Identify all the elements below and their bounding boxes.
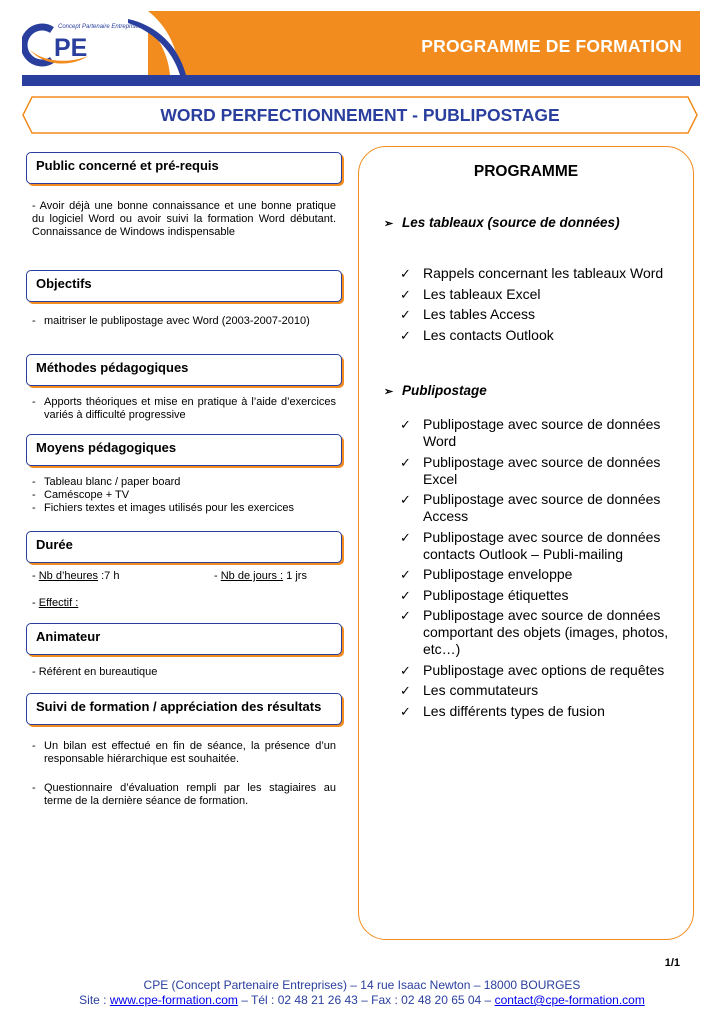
public-text: - Avoir déjà une bonne connaissance et une bonne pratique du logiciel Word ou avoir suivi la formation Word débutant. Connaissance de Windows indispensable: [32, 200, 336, 239]
list-item: ✓ Publipostage avec source de données comportant des objets (images, photos, etc…): [400, 607, 669, 657]
list-item: ✓ Publipostage avec source de données Excel: [400, 453, 661, 487]
duree-jours: - Nb de jours : 1 jrs: [214, 570, 307, 582]
moyens-list: [32, 476, 336, 516]
check-icon: ✓: [400, 703, 411, 719]
heures-label: Nb d’heures: [38, 570, 99, 582]
list-item: ✓ Publipostage avec source de données Access: [400, 491, 661, 524]
methodes-list: [32, 396, 336, 422]
check-icon: ✓: [400, 454, 411, 470]
check-icon: ✓: [400, 266, 411, 281]
objectifs-list: [32, 315, 336, 328]
list-item: - Caméscope + TV: [32, 489, 130, 502]
list-item: ✓ Les tables Access: [400, 306, 536, 322]
list-item: ✓ Publipostage enveloppe: [400, 566, 573, 582]
list-item: ✓ Les tableaux Excel: [400, 285, 541, 302]
arrow-bullet-icon: ➢: [384, 386, 394, 398]
duree-effectif: - Effectif :: [32, 597, 79, 609]
list-item: ✓ Les commutateurs: [400, 682, 539, 698]
list-item: - maitriser le publipostage avec Word (2003-2007-2010): [32, 315, 310, 327]
check-icon: ✓: [400, 286, 411, 302]
list-item: ✓ Les contacts Outlook: [400, 326, 554, 343]
list-item: ✓ Publipostage avec source de données contacts Outlook – Publi-mailing: [400, 528, 661, 562]
header-title: PROGRAMME DE FORMATION: [421, 36, 682, 56]
suivi-list-2: [32, 782, 336, 808]
list-item: ✓ Publipostage avec options de requêtes: [400, 661, 665, 678]
jours-value: 1 jrs: [286, 570, 307, 582]
svg-text:PE: PE: [54, 34, 88, 62]
jours-label: Nb de jours :: [220, 570, 284, 582]
list-item: - Questionnaire d’évaluation rempli par les stagiaires au terme de la dernière séance de formation.: [32, 782, 336, 808]
public-heading: Public concerné et pré-requis: [26, 152, 342, 184]
list-item: - Apports théoriques et mise en pratique à l’aide d’exercices variés à difficulté progressive: [32, 396, 336, 422]
email-link[interactable]: contact@cpe-formation.com: [494, 993, 645, 1007]
check-icon: ✓: [400, 662, 411, 678]
logo-tagline: Concept Partenaire Entreprises: [58, 24, 142, 30]
animateur-text: - Référent en bureautique: [32, 666, 158, 678]
programme-title: PROGRAMME: [473, 163, 579, 180]
course-title: WORD PERFECTIONNEMENT - PUBLIPOSTAGE: [160, 105, 560, 125]
check-icon: ✓: [400, 327, 411, 343]
duree-heading: Durée: [26, 531, 342, 563]
site-label: Site :: [79, 993, 107, 1007]
group-tableaux: ➢ Les tableaux (source de données): [384, 215, 620, 230]
phone-fax: – Tél : 02 48 21 26 43 – Fax : 02 48 20 65 04 –: [241, 993, 492, 1007]
check-icon: ✓: [400, 683, 411, 698]
list-item: ✓ Les différents types de fusion: [400, 702, 605, 719]
objectifs-heading: Objectifs: [26, 270, 342, 302]
header-swoosh: [120, 11, 210, 75]
methodes-heading: Méthodes pédagogiques: [26, 354, 342, 386]
footer-address: CPE (Concept Partenaire Entreprises) – 14 rue Isaac Newton – 18000 BOURGES: [143, 978, 581, 992]
website-link[interactable]: www.cpe-formation.com: [109, 993, 238, 1007]
list-item: - Tableau blanc / paper board: [32, 476, 181, 488]
course-title-banner: [22, 96, 698, 134]
footer-contact: [0, 993, 724, 1007]
suivi-list: [32, 740, 336, 766]
check-icon: ✓: [400, 567, 411, 582]
header-blue-strip: [22, 75, 700, 86]
check-icon: ✓: [400, 417, 411, 432]
check-icon: ✓: [400, 492, 411, 507]
heures-value: :7 h: [101, 570, 120, 582]
duree-heures: - Nb d’heures :7 h: [32, 570, 120, 582]
list-item: ✓ Publipostage avec source de données Word: [400, 416, 661, 449]
check-icon: ✓: [400, 529, 411, 545]
check-icon: ✓: [400, 587, 411, 603]
list-item: ✓ Rappels concernant les tableaux Word: [400, 265, 664, 281]
group-publipostage: ➢ Publipostage: [384, 383, 487, 398]
check-icon: ✓: [400, 307, 411, 322]
check-icon: ✓: [400, 608, 411, 623]
moyens-heading: Moyens pédagogiques: [26, 434, 342, 466]
animateur-heading: Animateur: [26, 623, 342, 655]
list-item: - Un bilan est effectué en fin de séance, la présence d’un responsable hiérarchique est souhaitée.: [32, 740, 336, 766]
suivi-heading: Suivi de formation / appréciation des résultats: [26, 693, 342, 725]
page-number: 1/1: [664, 957, 680, 969]
arrow-bullet-icon: ➢: [384, 218, 394, 230]
tableaux-list: [400, 265, 692, 347]
effectif-label: Effectif :: [38, 597, 79, 609]
list-item: ✓ Publipostage étiquettes: [400, 586, 569, 603]
publipostage-list: [400, 416, 692, 723]
list-item: - Fichiers textes et images utilisés pour les exercices: [32, 502, 295, 515]
